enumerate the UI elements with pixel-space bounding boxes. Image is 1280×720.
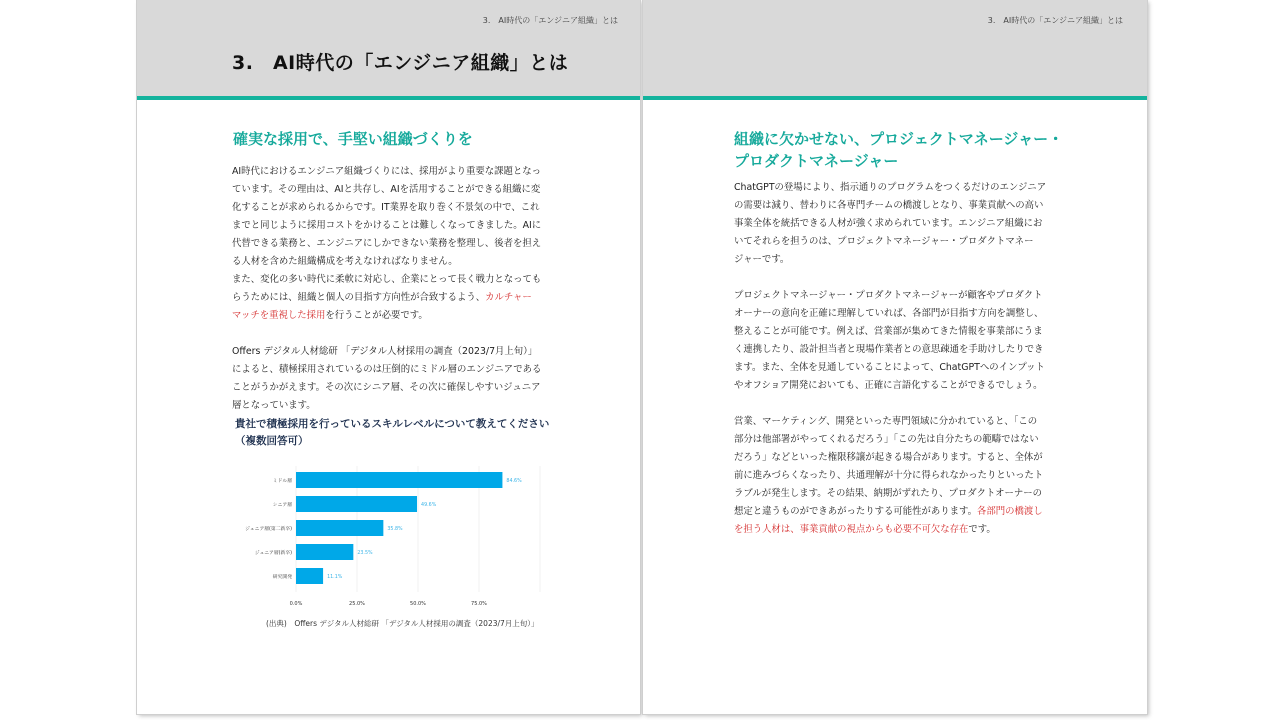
data-label: 11.1% (327, 575, 343, 580)
body-text (232, 163, 562, 415)
text-line: ことがうかがえます。その次にシニア層、その次に確保しやすいジュニア (232, 382, 541, 393)
text-line: Offers デジタル人材総研 「デジタル人材採用の調査（2023/7月上旬）」 (232, 346, 538, 357)
tick-label: 0.0% (289, 601, 303, 607)
text-line: 化することが求められるからです。IT業界を取り巻く不景気の中で、これ (232, 202, 540, 213)
tick-label: 50.0% (410, 601, 426, 607)
text-span: らうためには、組織と個人の目指す方向性が合致するよう、 (232, 292, 486, 303)
text-line: 事業全体を統括できる人材が強く求められています。エンジニア組織にお (734, 218, 1043, 229)
text-line: 部分は他部署がやってくれるだろう」「この先は自分たちの範疇ではない (734, 434, 1039, 445)
text-line: によると、積極採用されているのは圧倒的にミドル層のエンジニアである (232, 364, 542, 375)
text-line: 代替できる業務と、エンジニアにしかできない業務を整理し、後者を担え (232, 238, 542, 249)
text-line (734, 503, 1064, 521)
text-line: だろう」などといった権限移譲が起きる場合があります。すると、全体が (734, 452, 1043, 463)
bar (296, 496, 417, 512)
text-line: ジャーです。 (734, 254, 790, 265)
bar-chart (235, 462, 555, 612)
text-line: いてそれらを担うのは、プロジェクトマネージャー・プロダクトマネー (734, 236, 1034, 247)
text-line: また、変化の多い時代に柔軟に対応し、企業にとって長く戦力となっても (232, 274, 542, 285)
emphasis-text: を担う人材は、事業貢献の視点からも必要不可欠な存在 (734, 524, 969, 535)
header-rule (137, 96, 640, 100)
left-page (137, 0, 640, 714)
category-label: ミドル層 (272, 479, 292, 484)
text-span: 想定と違うものができあがったりする可能性があります。 (734, 506, 978, 517)
text-line: 前に進みづらくなったり、共通理解が十分に得られなかったりといったト (734, 470, 1044, 481)
bar (296, 472, 502, 488)
text-line: プロジェクトマネージャー・プロダクトマネージャーが顧客やプロダクト (734, 290, 1043, 301)
text-line: AI時代におけるエンジニア組織づくりには、採用がより重要な課題となっ (232, 166, 541, 177)
emphasis-text: マッチを重視した採用 (232, 310, 326, 321)
category-label: 研究開発 (272, 575, 292, 580)
text-line: 層となっています。 (232, 400, 316, 411)
text-line: 営業、マーケティング、開発といった専門領域に分かれていると、「この (734, 416, 1038, 427)
text-line: ラブルが発生します。その結果、納期がずれたり、プロダクトオーナーの (734, 488, 1042, 499)
text-line: の需要は減り、替わりに各専門チームの橋渡しとなり、事業貢献への高い (734, 200, 1044, 211)
text-line: ています。その理由は、AIと共存し、AIを活用することができる組織に変 (232, 184, 541, 195)
data-label: 35.8% (387, 527, 403, 532)
tick-label: 75.0% (471, 601, 487, 607)
chart-source: (出典) Offers デジタル人材総研 「デジタル人材採用の調査（2023/7月上旬）」 (266, 619, 539, 628)
right-page (643, 0, 1147, 714)
bar (296, 544, 353, 560)
text-line: く連携したり、設計担当者と現場作業者との意思疎通を手助けしたりでき (734, 344, 1044, 355)
bar (296, 568, 323, 584)
body-text (734, 179, 1064, 539)
text-line: 整えることが可能です。例えば、営業部が集めてきた情報を事業部にうま (734, 326, 1043, 337)
section-heading: 確実な採用で、手堅い組織づくりを (233, 130, 473, 148)
chart-title: 貴社で積極採用を行っているスキルレベルについて教えてください（複数回答可） (235, 418, 550, 447)
text-line (232, 289, 562, 307)
category-label: ジュニア層(第二新卒) (245, 527, 292, 532)
data-label: 84.6% (506, 479, 522, 484)
category-label: ジュニア層(新卒) (254, 551, 292, 556)
text-line (734, 521, 1064, 539)
text-line: ます。また、全体を見通していることによって、ChatGPTへのインプット (734, 362, 1045, 373)
bar (296, 520, 383, 536)
data-label: 49.6% (421, 503, 437, 508)
emphasis-text: 各部門の橋渡し (977, 506, 1043, 517)
text-span: です。 (968, 524, 996, 535)
text-line (232, 307, 562, 325)
text-line: ChatGPTの登場により、指示通りのプログラムをつくるだけのエンジニア (734, 182, 1047, 193)
category-label: シニア層 (272, 503, 292, 508)
section-heading (734, 128, 1063, 172)
text-line: オーナーの意向を正確に理解していれば、各部門が目指す方向を調整し、 (734, 308, 1044, 319)
chapter-title: 3. AI時代の「エンジニア組織」とは (232, 52, 569, 74)
running-header: 3. AI時代の「エンジニア組織」とは (482, 16, 618, 25)
emphasis-text: カルチャー (485, 292, 532, 303)
text-line: までと同じように採用コストをかけることは難しくなってきました。AIに (232, 220, 542, 231)
running-header: 3. AI時代の「エンジニア組織」とは (987, 16, 1123, 25)
text-line: やオフショア開発においても、正確に言語化することができるでしょう。 (734, 380, 1043, 391)
heading-line: プロダクトマネージャー (734, 152, 899, 170)
text-line: る人材を含めた組織構成を考えなければなりません。 (232, 256, 458, 267)
header-rule (643, 96, 1147, 100)
heading-line: 組織に欠かせない、プロジェクトマネージャー・ (734, 130, 1064, 148)
data-label: 23.5% (357, 551, 373, 556)
text-span: を行うことが必要です。 (325, 310, 428, 321)
tick-label: 25.0% (349, 601, 365, 607)
